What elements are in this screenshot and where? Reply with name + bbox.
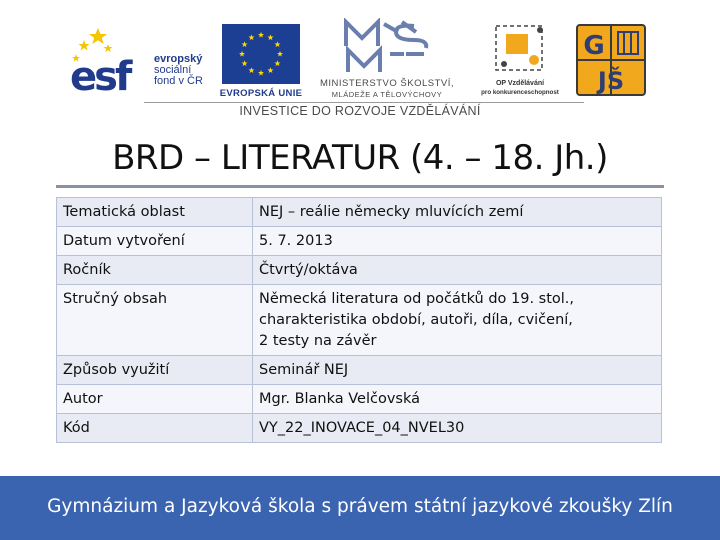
eu-label: EVROPSKÁ UNIE: [219, 88, 303, 99]
table-row: [57, 385, 662, 414]
row-label: Způsob využití: [57, 356, 253, 385]
row-value: NEJ – reálie německy mluvících zemí: [253, 198, 662, 227]
svg-text:esf: esf: [70, 54, 130, 96]
row-label: Ročník: [57, 256, 253, 285]
row-value: Čtvrtý/oktáva: [253, 256, 662, 285]
op-text-1: OP Vzdělávání: [495, 80, 545, 87]
eu-flag-icon: [222, 24, 300, 84]
msmt-text-2: MLÁDEŽE A TĚLOVÝCHOVY: [331, 90, 443, 99]
msmt-mark-icon: [340, 18, 434, 76]
row-label: Tematická oblast: [57, 198, 253, 227]
title-divider: [56, 185, 664, 188]
msmt-text-1: MINISTERSTVO ŠKOLSTVÍ,: [320, 78, 454, 89]
gjs-logo: [576, 24, 646, 96]
table-row: [57, 198, 662, 227]
row-value-multiline: [253, 285, 662, 356]
table-row: [57, 356, 662, 385]
summary-line: Německá literatura od počátků do 19. stol.,: [259, 291, 575, 307]
logo-banner: [60, 14, 660, 132]
row-value: 5. 7. 2013: [253, 227, 662, 256]
row-label: Datum vytvoření: [57, 227, 253, 256]
footer-school-name: Gymnázium a Jazyková škola s právem státní jazykové zkoušky Zlín: [47, 496, 673, 517]
gjs-letter-g: G: [583, 31, 605, 61]
footer-bar: [0, 476, 720, 540]
summary-line: 2 testy na závěr: [259, 333, 377, 349]
row-value: Mgr. Blanka Velčovská: [253, 385, 662, 414]
info-table: [56, 197, 662, 443]
esf-text-2: sociální: [154, 64, 192, 76]
gjs-crest-icon: [576, 24, 646, 96]
esf-mark-icon: [68, 24, 154, 96]
esf-text-3: fond v ČR: [154, 75, 203, 87]
banner-divider: [144, 102, 584, 103]
row-label: Kód: [57, 414, 253, 443]
msmt-logo: [312, 18, 462, 108]
table-row: [57, 285, 662, 356]
esf-logo: [68, 24, 208, 104]
op-text-2: pro konkurenceschopnost: [481, 89, 559, 96]
table-row: [57, 256, 662, 285]
row-label: Stručný obsah: [57, 285, 253, 356]
esf-text-1: evropský: [154, 53, 203, 65]
row-value: Seminář NEJ: [253, 356, 662, 385]
row-label: Autor: [57, 385, 253, 414]
row-value: VY_22_INOVACE_04_NVEL30: [253, 414, 662, 443]
table-row: [57, 414, 662, 443]
table-row: [57, 227, 662, 256]
op-mark-icon: [484, 20, 556, 76]
gjs-letters-js: JŠ: [597, 67, 625, 95]
summary-line: charakteristika období, autoři, díla, cvičení,: [259, 312, 573, 328]
page-title: BRD – LITERATUR (4. – 18. Jh.): [112, 138, 608, 178]
op-logo: [474, 20, 566, 110]
eu-logo: [214, 24, 308, 108]
tagline: INVESTICE DO ROZVOJE VZDĚLÁVÁNÍ: [239, 104, 481, 118]
